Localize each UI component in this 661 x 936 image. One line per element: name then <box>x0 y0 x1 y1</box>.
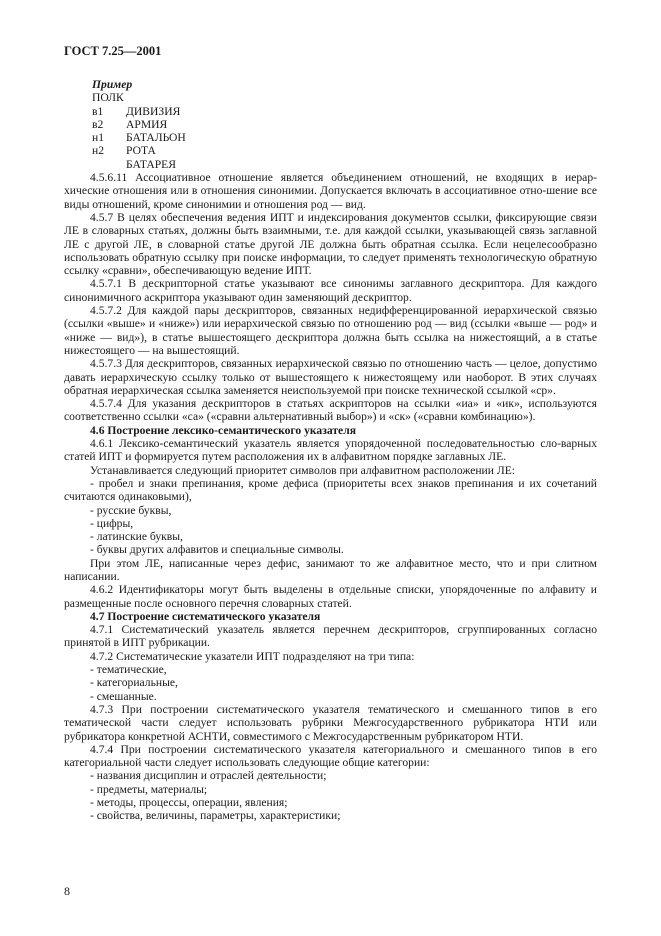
section-heading-4-6: 4.6 Построение лексико-семантического указателя <box>90 423 356 437</box>
example-row <box>92 105 597 118</box>
list-item: - свойства, величины, параметры, характеристики; <box>90 809 341 823</box>
list-item: - тематические, <box>90 663 167 677</box>
example-code: в1 <box>92 104 104 118</box>
example-term: БАТАРЕЯ <box>126 157 176 171</box>
paragraph-priority: Устанавливается следующий приоритет символов при алфавитном расположении ЛЕ: <box>90 463 516 477</box>
example-row <box>92 118 597 131</box>
example-term: АРМИЯ <box>126 117 168 131</box>
example-block <box>64 78 597 171</box>
list-item: - пробел и знаки препинания, кроме дефиса (приоритеты всех знаков препинания и их сочетаний считаются одинаковыми), <box>64 476 597 504</box>
list-item: - категориальные, <box>90 676 178 690</box>
example-title: Пример <box>92 78 133 91</box>
list-item: - названия дисциплин и отраслей деятельности; <box>90 769 327 783</box>
paragraph-4-6-1: 4.6.1 Лексико-семантический указатель является упорядоченной последовательностью сло-варных статей ИПТ и формируется путем расположения их в алфавитном порядке заглавных ЛЕ. <box>64 437 597 464</box>
list-item: - цифры, <box>90 516 134 530</box>
paragraph-4-5-7-1: 4.5.7.1 В дескрипторной статье указывают все синонимы заглавного дескриптора. Для каждого синонимичного аскриптора указывают один заменяющий дескриптор. <box>64 277 597 304</box>
page-number: 8 <box>64 884 70 898</box>
list-item: - смешанные. <box>90 689 157 703</box>
example-code <box>92 158 126 171</box>
example-row <box>92 131 597 144</box>
paragraph-4-7-4: 4.7.4 При построении систематического указателя категориального и смешанного типов в его категориальной части следует использовать следующие общие категории: <box>64 742 597 770</box>
example-code: н1 <box>92 131 105 145</box>
example-code: в2 <box>92 117 104 131</box>
example-row <box>92 91 597 104</box>
paragraph-4-5-7: 4.5.7 В целях обеспечения ведения ИПТ и индексирования документов ссылки, фиксирующие связи ЛЕ в словарных статьях, должны быть взаимными, т.е. для каждой ссылки, указывающей связь заглавной ЛЕ с другой ЛЕ, в словарной статье другой ЛЕ должна быть обратная ссылка. Если нецелесообразно использовать обратную ссылку при поиске информации, то следует применять технологическую обратную ссылку «сравни», обеспечивающую ведение ИПТ. <box>64 210 597 278</box>
example-term: ДИВИЗИЯ <box>126 104 181 118</box>
paragraph-4-6-2: 4.6.2 Идентификаторы могут быть выделены в отдельные списки, упорядоченные по алфавиту и размещенные после основного перечня словарных статей. <box>64 583 597 610</box>
list-item: - русские буквы, <box>90 503 172 517</box>
list-item: - предметы, материалы; <box>90 782 208 796</box>
paragraph-4-5-7-3: 4.5.7.3 Для дескрипторов, связанных иерархической связью по отношению часть — целое, допустимо давать иерархическую ссылку только от вышестоящего к нижестоящему или наоборот. В этих случаях обратная иерархическая ссылка заменяется неиспользуемой при поиске технической ссылкой «ср». <box>64 357 597 397</box>
paragraph-4-5-6-11: 4.5.6.11 Ассоциативное отношение является объединением отношений, не входящих в иерар-хические отношения или в отношения синонимии. Допускается включать в ассоциативное отно-шение все виды отношений, кроме синонимии и отношения род — вид. <box>64 171 597 211</box>
example-code: ПОЛК <box>92 91 124 105</box>
section-heading-4-7: 4.7 Построение систематического указателя <box>90 609 321 623</box>
paragraph-hyphen-note: При этом ЛЕ, написанные через дефис, занимают то же алфавитное место, что и при слитном написании. <box>64 556 597 583</box>
paragraph-4-7-2: 4.7.2 Систематические указатели ИПТ подразделяют на три типа: <box>90 649 415 663</box>
document-header: ГОСТ 7.25—2001 <box>64 44 162 58</box>
list-item: - методы, процессы, операции, явления; <box>90 796 288 810</box>
example-row <box>92 158 597 171</box>
example-term: РОТА <box>126 144 156 158</box>
list-item: - буквы других алфавитов и специальные символы. <box>90 543 344 557</box>
list-item: - латинские буквы, <box>90 530 183 544</box>
example-code: н2 <box>92 144 105 158</box>
example-term: БАТАЛЬОН <box>126 131 186 145</box>
paragraph-4-5-7-2: 4.5.7.2 Для каждой пары дескрипторов, связанных недифференцированной иерархической связью (ссылки «выше» и «ниже») или иерархической связью по отношению род — вид (ссылки «выше — род» и «ниже — вид»), в статье вышестоящего дескриптора должна быть ссылка на нижестоящий, а в статье нижестоящего — на вышестоящий. <box>64 304 597 357</box>
page-body <box>64 78 597 823</box>
example-row <box>92 144 597 157</box>
paragraph-4-5-7-4: 4.5.7.4 Для указания дескрипторов в статьях аскрипторов на ссылки «иа» и «ик», используются соответственно ссылки «са» («сравни альтернативный выбор») и «ск» («сравни комбинацию»). <box>64 397 597 424</box>
paragraph-4-7-1: 4.7.1 Систематический указатель является перечнем дескрипторов, сгруппированных согласно принятой в ИПТ рубрикации. <box>64 623 597 650</box>
paragraph-4-7-3: 4.7.3 При построении систематического указателя тематического и смешанного типов в его тематической части следует использовать рубрики Межгосударственного рубрикатора НТИ или рубрикатора конкретной АСНТИ, совместимого с Межгосударственным рубрикатором НТИ. <box>64 702 597 743</box>
